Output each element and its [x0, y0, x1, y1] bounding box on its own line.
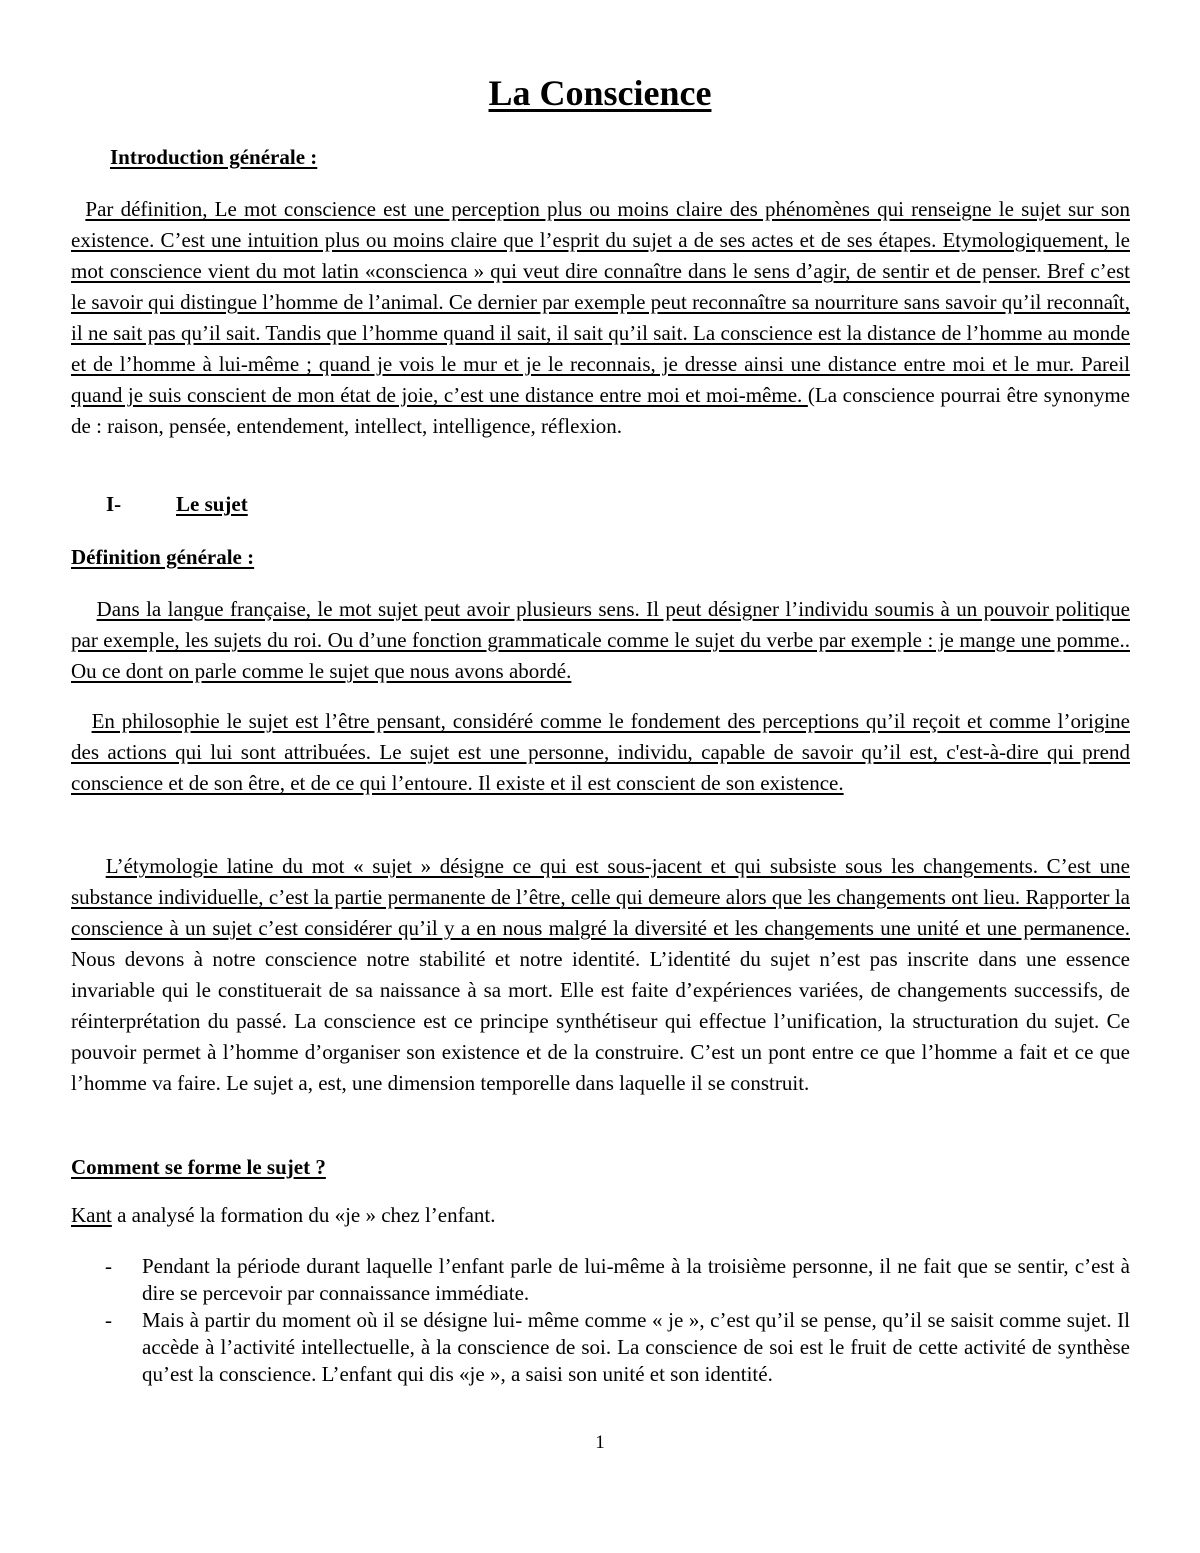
bullet-dash: -: [105, 1308, 112, 1332]
section-heading: [106, 492, 248, 517]
paragraph-3-plain: Nous devons à notre conscience notre stabilité et notre identité. L’identité du sujet n’est pas inscrite dans une essence invariable qui le constituerait de sa naissance à sa mort. Elle est faite d’expériences variées, de changements successifs, de réinterprétation du passé. La conscience est ce principe synthétiseur qui effectue l’unification, la structuration du sujet. Ce pouvoir permet à l’homme d’organiser son existence et de la construire. C’est un pont entre ce que l’homme a fait et ce que l’homme va faire. Le sujet a, est, une dimension temporelle dans laquelle il se construit.: [71, 947, 1130, 1095]
list-item: [71, 1307, 1130, 1388]
bullet-dash: -: [105, 1254, 112, 1278]
kant-name: Kant: [71, 1203, 112, 1227]
paragraph-1-text: Dans la langue française, le mot sujet peut avoir plusieurs sens. Il peut désigner l’individu soumis à un pouvoir politique par exemple, les sujets du roi. Ou d’une fonction grammaticale comme le sujet du verbe par exemple : je mange une pomme.. Ou ce dont on parle comme le sujet que nous avons abordé.: [71, 597, 1130, 683]
intro-text-underlined: Par définition, Le mot conscience est une perception plus ou moins claire des phénomènes qui renseigne le sujet sur son existence. C’est une intuition plus ou moins claire que l’esprit du sujet a de ses actes et de ses étapes. Etymologiquement, le mot conscience vient du mot latin «conscienca » qui veut dire connaître dans le sens d’agir, de sentir et de penser. Bref c’est le savoir qui distingue l’homme de l’animal. Ce dernier par exemple peut reconnaître sa nourriture sans savoir qu’il reconnaît, il ne sait pas qu’il sait. Tandis que l’homme quand il sait, il sait qu’il sait. La conscience est la distance de l’homme au monde et de l’homme à lui-même ; quand je vois le mur et je le reconnais, je dresse ainsi une distance entre moi et le mur. Pareil quand je suis conscient de mon état de joie, c’est une distance entre moi et moi-même.: [71, 197, 1131, 407]
page-number: 1: [595, 1432, 605, 1453]
intro-text-plain: (La conscience pourrai être synonyme de : raison, pensée, entendement, intellect, intelligence, réflexion.: [71, 383, 1130, 438]
paragraph-3: [71, 851, 1130, 1099]
paragraph-1: [71, 594, 1130, 687]
section-title: Le sujet: [176, 492, 248, 516]
paragraph-2: [71, 706, 1130, 799]
paragraph-3-underlined: L’étymologie latine du mot « sujet » désigne ce qui est sous-jacent et qui subsiste sous les changements. C’est une substance individuelle, c’est la partie permanente de l’être, celle qui demeure alors que les changements ont lieu. Rapporter la conscience à un sujet c’est considérer qu’il y a en nous malgré la diversité et les changements une unité et une permanence.: [71, 854, 1130, 940]
section-number: I-: [106, 492, 122, 516]
kant-text: a analysé la formation du «je » chez l’enfant.: [111, 1203, 496, 1227]
intro-heading: Introduction générale :: [110, 145, 318, 169]
formation-heading: Comment se forme le sujet ?: [71, 1155, 326, 1179]
page-title: La Conscience: [488, 73, 712, 113]
intro-paragraph: [71, 194, 1130, 442]
kant-line: [71, 1203, 496, 1228]
paragraph-2-text: En philosophie le sujet est l’être pensant, considéré comme le fondement des perceptions qu’il reçoit et comme l’origine des actions qui lui sont attribuées. Le sujet est une personne, individu, capable de savoir qu’il est, c'est-à-dire qui prend conscience et de son être, et de ce qui l’entoure. Il existe et il est conscient de son existence.: [71, 709, 1130, 795]
list-item-text: Mais à partir du moment où il se désigne lui- même comme « je », c’est qu’il se pense, qu’il se saisit comme sujet. Il accède à l’activité intellectuelle, à la conscience de soi. La conscience de soi est le fruit de cette activité de synthèse qu’est la conscience. L’enfant qui dis «je », a saisi son unité et son identité.: [142, 1308, 1130, 1386]
list-item-text: Pendant la période durant laquelle l’enfant parle de lui-même à la troisième personne, il ne fait que se sentir, c’est à dire se percevoir par connaissance immédiate.: [142, 1254, 1130, 1305]
list-item: [71, 1253, 1130, 1307]
definition-heading: Définition générale :: [71, 545, 255, 569]
